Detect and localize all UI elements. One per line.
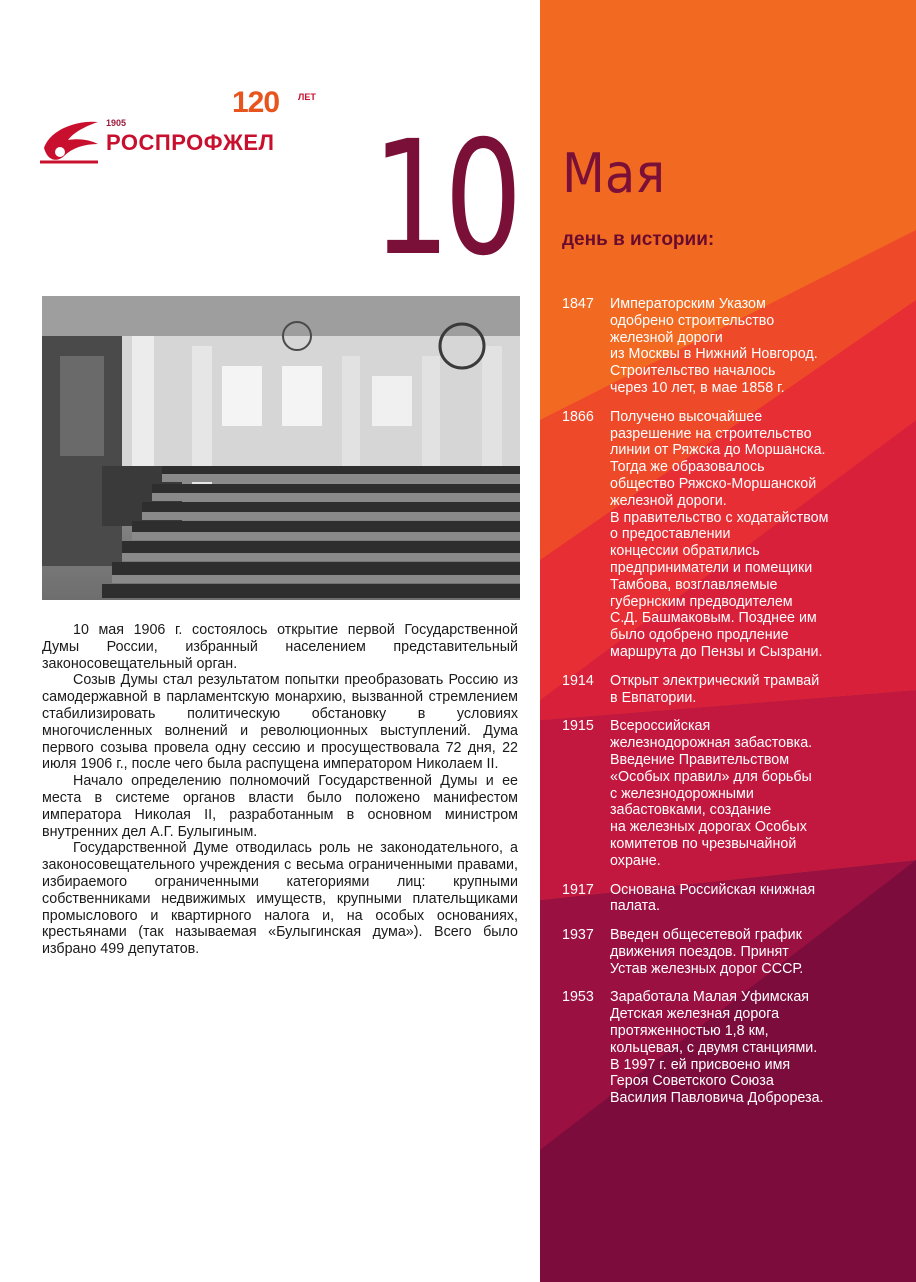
article-paragraph: 10 мая 1906 г. состоялось открытие первой Государственной Думы России, избранный населением представительный законосовещательный орган. [42, 622, 518, 672]
event-year: 1937 [562, 927, 594, 944]
article-body [42, 622, 518, 958]
event-item [562, 989, 907, 1107]
event-text: Открыт электрический трамвай в Евпатории. [610, 672, 820, 706]
duma-hall-photo [42, 296, 520, 600]
event-year: 1847 [562, 296, 594, 312]
logo-name: РОСПРОФЖЕЛ [106, 130, 275, 155]
event-item [562, 296, 907, 397]
logo [36, 88, 336, 168]
railway-emblem-icon [36, 108, 106, 178]
logo-anniversary: 120 [232, 86, 280, 119]
event-item [562, 673, 907, 707]
event-item [562, 718, 907, 869]
event-year: 1866 [562, 408, 594, 425]
article-paragraph: Государственной Думе отводилась роль не законодательного, а законосовещательного учреждения с весьма ограниченными правами, избираемого ограниченными категориями лиц: крупными собственниками недвижимых имуществ, крупными плательщиками промыслового и квартирного налога и, на особых основаниях, крестьянами (так называемая «Булыгинская дума»). Всего было избрано 499 депутатов. [42, 840, 518, 958]
article-paragraph: Начало определению полномочий Государственной Думы и ее места в системе органов власти было положено манифестом императора Николая II, разработанным в основном министром внутренних дел А.Г. Булыгиным. [42, 773, 518, 840]
event-text: Получено высочайшее разрешение на строительство линии от Ряжска до Моршанска. Тогда же образовалось общество Ряжско-Моршанской железной дороги. В правительство с ходатайством о предоставлении концессии обратились предприниматели и помещики Тамбова, возглавляемые губернским предводителем С.Д. Башмаковым. Позднее им было одобрено продление маршрута до Пензы и Сызрани. [610, 408, 829, 660]
event-text: Заработала Малая Уфимская Детская железная дорога протяженностью 1,8 км, кольцевая, с двумя станциями. В 1997 г. ей присвоено имя Героя Советского Союза Василия Павловича Доброреза. [610, 989, 824, 1107]
day-number: 10 [372, 107, 517, 291]
event-year: 1917 [562, 881, 594, 898]
event-year: 1953 [562, 989, 594, 1006]
event-item [562, 927, 907, 977]
event-year: 1914 [562, 672, 594, 689]
events-list [562, 296, 907, 1119]
event-text: Основана Российская книжная палата. [610, 881, 816, 915]
logo-year: 1905 [106, 118, 127, 128]
event-item [562, 409, 907, 661]
hall-illustration [42, 296, 520, 600]
article-paragraph: Созыв Думы стал результатом попытки преобразовать Россию из самодержавной в парламентскую монархию, вызванной стремлением стабилизировать политическую обстановку в условиях многочисленных волнений и революционных выступлений. Дума первого созыва провела одну сессию и просуществовала 72 дня, 22 июля 1906 г., после чего была распущена императором Николаем II. [42, 672, 518, 773]
section-subtitle: день в истории: [562, 229, 715, 250]
event-text: Императорским Указом одобрено строительство железной дороги из Москвы в Нижний Новгород. Строительство началось через 10 лет, в мае 1858 г. [610, 296, 818, 396]
event-text: Всероссийская железнодорожная забастовка. Введение Правительством «Особых правил» для борьбы с железнодорожными забастовками, создание на железных дорогах Особых комитетов по чрезвычайной охране. [610, 718, 813, 869]
logo-anniversary-suffix: ЛЕТ [298, 92, 316, 102]
event-text: Введен общесетевой график движения поездов. Принят Устав железных дорог СССР. [610, 927, 804, 977]
month-name: Мая [562, 142, 666, 205]
event-year: 1915 [562, 718, 594, 735]
event-item [562, 882, 907, 916]
